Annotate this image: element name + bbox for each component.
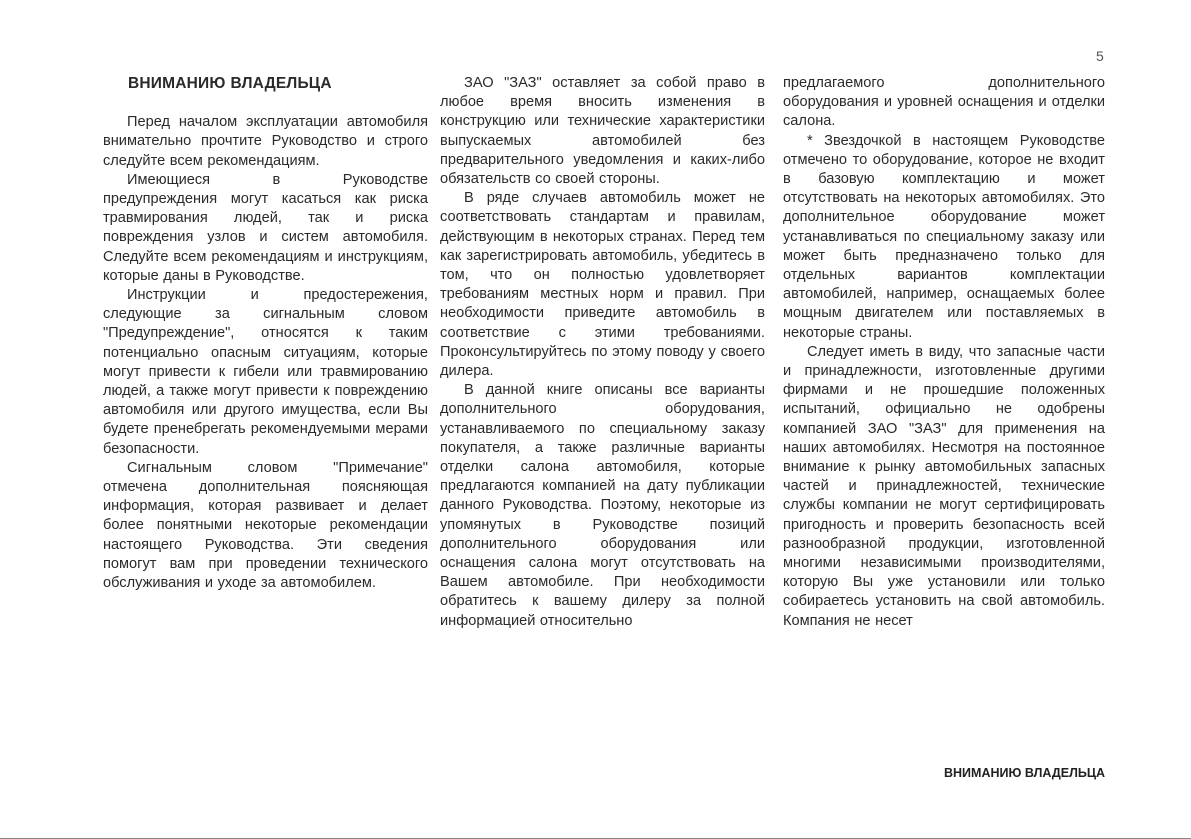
paragraph: Следует иметь в виду, что запасные части и принадлежности, изготовленные другими фирмами и не прошедшие положенных испытаний, официально не одобрены компанией ЗАО "ЗАЗ" для применения на наших автомобилях. Несмотря на постоянное внимание к рынку автомобильных запасных частей и принадлежностей, технические службы компании не могут сертифицировать пригодность и проверить безопасность всей разнообразной продукции, изготовленной многими независимыми производителями, которую Вы уже установили или только собираетесь установить на свой автомобиль. Компания не несет — [783, 343, 1105, 629]
text-column-1 — [103, 74, 428, 593]
paragraph: Сигнальным словом "Примечание" отмечена дополнительная поясняющая информация, которая развивает и делает более понятными некоторые рекомендации настоящего Руководства. Эти сведения помогут вам при проведении технического обслуживания и уходе за автомобилем. — [103, 459, 428, 592]
running-footer-title: ВНИМАНИЮ ВЛАДЕЛЬЦА — [944, 766, 1105, 780]
paragraph: * Звездочкой в настоящем Руководстве отмечено то оборудование, которое не входит в базовую комплектацию и может отсутствовать на некоторых автомобилях. Это дополнительное оборудование может устанавливаться по специальному заказу или может быть предназначено только для отдельных вариантов комплектации автомобилей, например, оснащаемых более мощным двигателем или поставляемых в некоторые страны. — [783, 132, 1105, 341]
page-number: 5 — [1096, 48, 1104, 64]
paragraph: Перед началом эксплуатации автомобиля внимательно прочтите Руководство и строго следуйте всем рекомендациям. — [103, 114, 428, 169]
paragraph: Инструкции и предостережения, следующие за сигнальным словом "Предупреждение", относятся к таким потенциально опасным ситуациям, которые могут привести к гибели или травмированию людей, а также могут привести к повреждению автомобиля или другого имущества, если Вы будете пренебрегать рекомендуемыми мерами безопасности. — [103, 287, 428, 457]
paragraph: ЗАО "ЗАЗ" оставляет за собой право в любое время вносить изменения в конструкцию или технические характеристики выпускаемых автомобилей без предварительного уведомления и каких-либо обязательств со своей стороны. — [440, 75, 765, 188]
paragraph: В ряде случаев автомобиль может не соответствовать стандартам и правилам, действующим в некоторых странах. Перед тем как зарегистрировать автомобиль, убедитесь в том, что он полностью удовлетворяет требованиям местных норм и правил. При необходимости приведите автомобиль в соответствие с этими требованиями. Проконсультируйтесь по этому поводу у своего дилера. — [440, 190, 765, 380]
paragraph: Имеющиеся в Руководстве предупреждения могут касаться как риска травмирования людей, так и риска повреждения узлов и систем автомобиля. Следуйте всем рекомендациям и инструкциям, которые даны в Руководстве. — [103, 171, 428, 284]
paragraph: В данной книге описаны все варианты дополнительного оборудования, устанавливаемого по специальному заказу покупателя, а также различные варианты отделки салона автомобиля, которые предлагаются компанией на дату публикации данного Руководства. Поэтому, некоторые из упомянутых в Руководстве позиций дополнительного оборудования или оснащения салона могут отсутствовать на Вашем автомобиле. При необходимости обратитесь к вашему дилеру за полной информацией относительно — [440, 382, 765, 629]
text-column-2 — [440, 74, 765, 631]
paragraph: предлагаемого дополнительного оборудования и уровней оснащения и отделки салона. — [783, 75, 1105, 130]
section-heading: ВНИМАНИЮ ВЛАДЕЛЬЦА — [128, 75, 332, 92]
text-column-3 — [783, 74, 1105, 631]
